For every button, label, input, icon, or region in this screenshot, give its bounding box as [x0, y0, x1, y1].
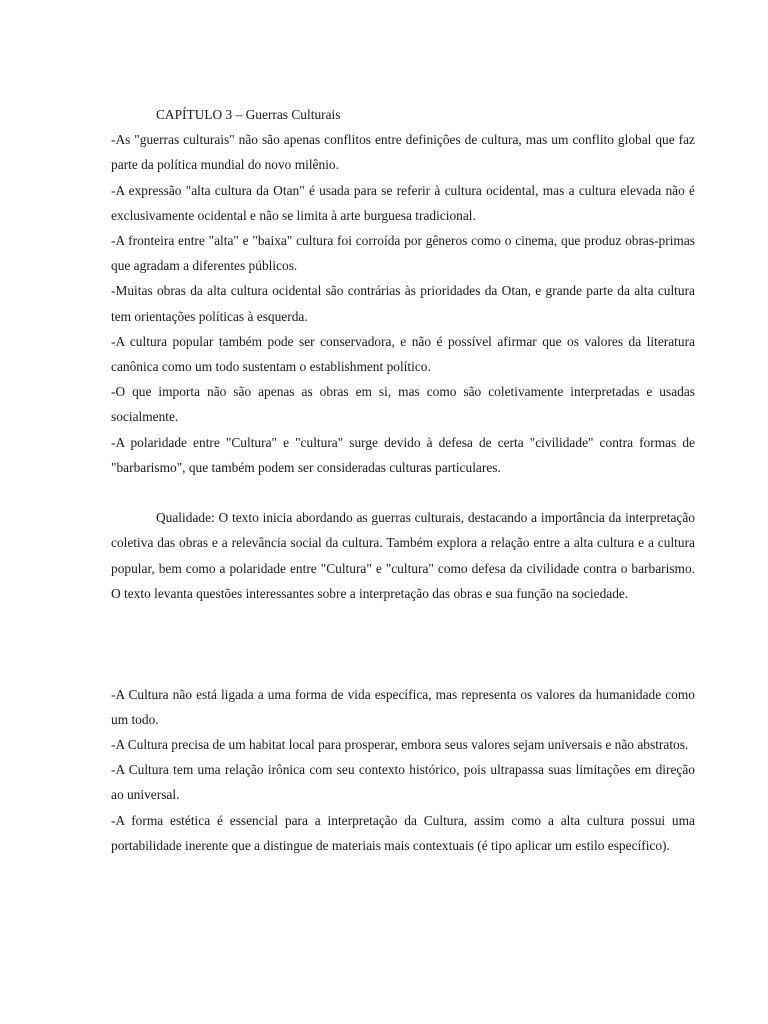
bullet-paragraph: -A Cultura não está ligada a uma forma de vida específica, mas representa os valores da humanidade como um todo. — [111, 686, 695, 727]
bullet-paragraph: -A cultura popular também pode ser conservadora, e não é possível afirmar que os valores da literatura canônica como um todo sustentam o establishment político. — [111, 333, 695, 375]
section-spacer — [111, 606, 695, 682]
paragraph-spacer — [111, 480, 695, 505]
bullet-paragraph: -Muitas obras da alta cultura ocidental são contrárias às prioridades da Otan, e grande parte da alta cultura tem orientações políticas à esquerda. — [111, 283, 695, 324]
bullet-paragraph: -A Cultura tem uma relação irônica com seu contexto histórico, pois ultrapassa suas limitações em direção ao universal. — [111, 762, 695, 803]
quality-paragraph: Qualidade: O texto inicia abordando as guerras culturais, destacando a importância da interpretação coletiva das obras e a relevância social da cultura. Também explora a relação entre a alta cultura e a cultura popular, bem como a polaridade entre "Cultura" e "cultura" como defesa da civilidade contra o barbarismo. O texto levanta questões interessantes sobre a interpretação das obras e sua função na sociedade. — [111, 510, 695, 601]
bullet-paragraph: -A forma estética é essencial para a interpretação da Cultura, assim como a alta cultura possui uma portabilidade inerente que a distingue de materiais mais contextuais (é tipo aplicar um estilo específico). — [111, 812, 695, 853]
bullet-paragraph: -A expressão "alta cultura da Otan" é usada para se referir à cultura ocidental, mas a cultura elevada não é exclusivamente ocidental e não se limita à arte burguesa tradicional. — [111, 182, 695, 223]
bullet-paragraph: -A polaridade entre "Cultura" e "cultura" surge devido à defesa de certa "civilidade" contra formas de "barbarismo", que também podem ser consideradas culturas particulares. — [111, 434, 695, 475]
bullet-paragraph: -A fronteira entre "alta" e "baixa" cultura foi corroída por gêneros como o cinema, que produz obras-primas que agradam a diferentes públicos. — [111, 233, 695, 274]
chapter-heading: CAPÍTULO 3 – Guerras Culturais — [156, 107, 341, 122]
bullet-paragraph: -O que importa não são apenas as obras em si, mas como são coletivamente interpretadas e usadas socialmente. — [111, 384, 695, 425]
bullet-paragraph: -A Cultura precisa de um habitat local para prosperar, embora seus valores sejam universais e não abstratos. — [111, 737, 689, 753]
document-body — [111, 102, 695, 858]
bullet-paragraph: -As "guerras culturais" não são apenas conflitos entre definições de cultura, mas um conflito global que faz parte da política mundial do novo milênio. — [111, 132, 695, 173]
